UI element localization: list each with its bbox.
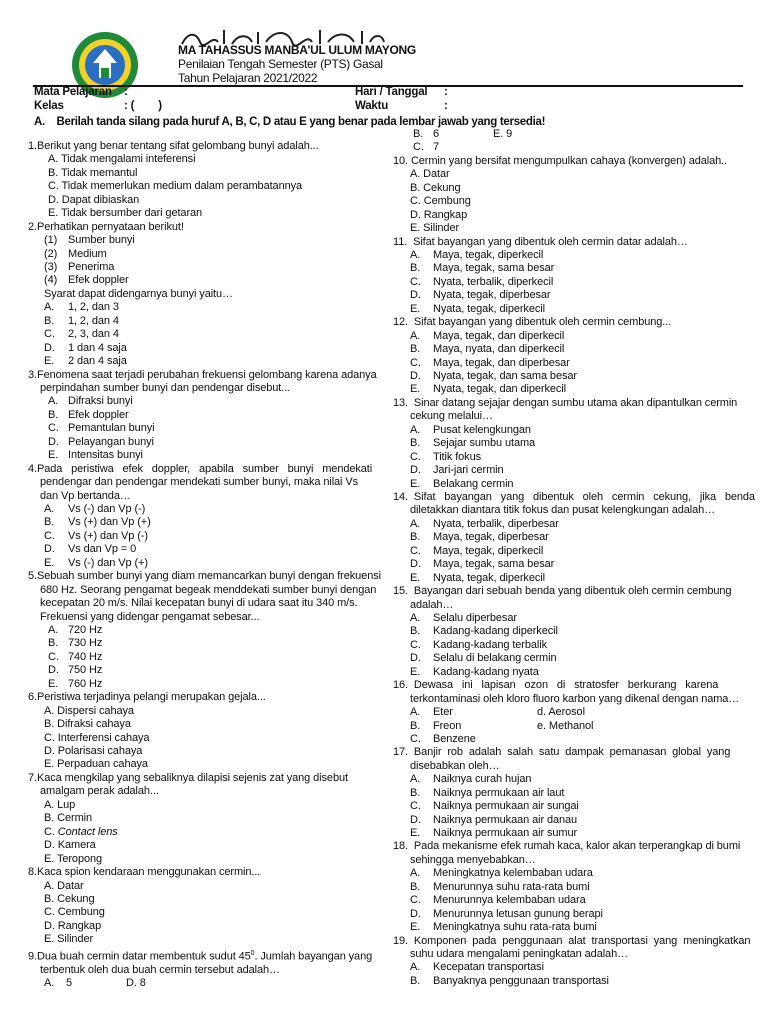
question-8: 8.Kaca spion kendaraan menggunakan cermin... [28,866,261,879]
option: C. Cembung [44,906,105,919]
option: E. Intensitas bunyi [48,449,143,462]
option: B. Cekung [410,181,461,194]
option: A. Pusat kelengkungan [410,423,531,436]
option: A. Dispersi cahaya [44,704,134,717]
question-9-cont: terbentuk oleh dua buah cermin tersebut adalah… [40,963,280,976]
option: B. Maya, tegak, sama besar [410,262,555,275]
question-3: 3.Fenomena saat terjadi perubahan frekuensi gelombang karena adanya [28,368,377,381]
day-date-value: : [444,86,448,98]
option: E. Belakang cermin [410,477,514,490]
option: B. Vs (+) dan Vp (+) [44,516,151,529]
question-18-cont: sehingga menyebabkan… [410,853,536,866]
option: B. Tidak memantul [48,166,138,179]
option: A. Meningkatnya kelembaban udara [410,867,593,880]
statement: (1) Sumber bunyi [44,234,135,247]
option: C. Menurunnya kelembaban udara [410,894,586,907]
question-9-options-row: B. 6 E. 9 [413,128,513,140]
question-15-options [393,612,738,679]
option: E. Silinder [410,222,460,235]
option: D. Kamera [44,839,96,852]
option: D. Naiknya permukaan air danau [410,813,578,826]
question-5-cont: Frekuensi yang didengar pengamat sebesar... [40,610,260,623]
option: A. Datar [44,879,84,892]
question-15: 15. Bayangan dari sebuah benda yang dibentuk oleh cermin cembung [393,585,732,598]
option: A. Selalu diperbesar [410,611,517,624]
statement: (3) Penerima [44,261,115,274]
option: D. Nyata, tegak, dan sama besar [410,370,577,382]
option: A. Difraksi bunyi [48,395,133,408]
question-10-options [393,168,738,235]
question-5: 5.Sebuah sumber bunyi yang diam memancarkan bunyi dengan frekuensi [28,570,381,583]
subject-value: : [124,86,128,98]
option: D. Polarisasi cahaya [44,745,143,758]
question-17-options [393,773,738,840]
statement: (4) Efek doppler [44,274,129,287]
right-column [393,128,755,988]
option-row: C. Benzene [410,732,476,745]
question-13: 13. Sinar datang sejajar dengan sumbu utama akan dipantulkan cermin [393,396,738,409]
option: E. Silinder [44,933,94,946]
question-13-cont: cekung melalui… [410,410,493,423]
option-row: B. Freon e. Methanol [410,719,594,732]
question-12: 12. Sifat bayangan yang dibentuk oleh cermin cembung... [393,316,672,329]
option: E. Kadang-kadang nyata [410,665,539,678]
option: A. Kecepatan transportasi [410,961,544,974]
option: C. Maya, tegak, diperkecil [410,544,544,557]
option: C. Cembung [410,195,471,208]
option: B. Menurunnya suhu rata-rata bumi [410,880,590,893]
question-12-options [393,330,738,397]
class-label: Kelas [34,100,64,112]
option: A. Maya, tegak, dan diperkecil [410,329,565,342]
option: B. Maya, nyata, dan diperkecil [410,343,565,356]
option: D. Dapat dibiaskan [48,193,140,206]
time-label: Waktu [355,100,389,112]
option: E. Teropong [44,852,103,865]
option: C. Kadang-kadang terbalik [410,638,547,651]
question-17-cont: disebabkan oleh… [410,759,500,772]
option: E. Vs (-) dan Vp (+) [44,556,148,569]
question-16-cont: terkontaminasi oleh kloro fluoro karbon yang dikenal dengan nama… [410,692,740,705]
question-4-options [28,503,368,570]
option: A. Vs (-) dan Vp (-) [44,503,146,516]
question-4: 4.Pada peristiwa efek doppler, apabila sumber bunyi mendekati [28,462,373,475]
option: B. Sejajar sumbu utama [410,437,536,450]
question-11: 11. Sifat bayangan yang dibentuk oleh cermin datar adalah… [393,235,688,248]
option: C. Naiknya permukaan air sungai [410,800,579,813]
option: B. Cermin [44,812,92,825]
question-2-statements [28,234,368,368]
question-3-cont: perpindahan sumber bunyi dan pendengar disebut... [40,382,291,395]
option: A. Lup [44,798,76,811]
option: D. Selalu di belakang cermin [410,652,557,665]
time-value: : [444,100,448,112]
option: A. Maya, tegak, diperkecil [410,249,544,262]
academic-year: Tahun Pelajaran 2021/2022 [178,71,318,85]
option: C. Maya, tegak, dan diperbesar [410,356,570,369]
option: B. Cekung [44,893,95,905]
question-8-options [28,880,368,947]
question-19-cont: suhu udara mengalami peningkatan adalah… [410,948,628,961]
option: D. Rangkap [44,919,102,932]
exam-title: Penilaian Tengah Semester (PTS) Gasal [178,57,383,71]
option: E. Meningkatnya suhu rata-rata bumi [410,921,597,934]
question-11-options [393,249,738,316]
option: B. Naiknya permukaan air laut [410,786,565,799]
question-18: 18. Pada mekanisme efek rumah kaca, kalor akan terperangkap di bumi [393,840,741,853]
option: E. Nyata, tegak, diperkecil [410,571,545,584]
option: B. Kadang-kadang diperkecil [410,625,558,638]
question-9: 9.Dua buah cermin datar membentuk sudut $45^0$. Jumlah bayangan yang [28,949,373,963]
question-2: 2.Perhatikan pernyataan berikut! [28,220,184,233]
question-7-options [28,799,368,866]
question-15-cont: adalah… [410,598,454,611]
question-16: 16. Dewasa ini lapisan ozon di stratosfer berkurang karena [393,679,719,692]
question-16-options [393,706,738,746]
subject-label: Mata Pelajaran [34,86,112,98]
question-2-prompt: Syarat dapat didengarnya bunyi yaitu… [44,287,233,300]
question-6-options [28,705,368,772]
question-10: 10. Cermin yang bersifat mengumpulkan cahaya (konvergen) adalah.. [393,154,728,167]
option: E. Nyata, tegak, dan diperkecil [410,383,566,396]
option: A. Naiknya curah hujan [410,773,532,786]
option: D. Rangkap [410,208,468,221]
option: B. Difraksi cahaya [44,718,131,731]
option-row: A. Eter d. Aerosol [410,706,585,719]
question-1: 1.Berikut yang benar tentang sifat gelombang bunyi adalah... [28,140,319,152]
question-4-cont: dan Vp bertanda… [40,489,131,502]
day-date-label: Hari / Tanggal [355,86,428,98]
degree-superscript: 0 [250,949,255,957]
option: D. Jari-jari cermin [410,464,504,477]
option: C. Pemantulan bunyi [48,422,155,435]
option: A. 1, 2, dan 3 [44,301,119,314]
question-9-options-row: A. 5 D. 8 [44,977,146,990]
option: A. Datar [410,168,450,181]
question-18-options [393,867,738,934]
option: C. 740 Hz [48,650,103,663]
option: E. Tidak bersumber dari getaran [48,207,203,220]
option: E. 2 dan 4 saja [44,355,127,368]
option: E. Naiknya permukaan air sumur [410,827,578,840]
class-value: : ( ) [124,100,162,112]
question-14-cont: diletakkan diantara titik fokus dan pusat kelengkungan adalah… [410,504,716,517]
option: C. Titik fokus [410,450,482,463]
question-7: 7.Kaca mengkilap yang sebaliknya dilapisi sejenis zat yang disebut [28,771,348,784]
question-5-options [28,624,368,691]
option: C. 2, 3, dan 4 [44,328,119,341]
option: E. 760 Hz [48,677,103,690]
option: B. Maya, tegak, diperbesar [410,531,549,544]
option: A. Nyata, terbalik, diperbesar [410,517,559,530]
option: B. 730 Hz [48,637,103,650]
question-5-cont: kecepatan 20 m/s. Nilai kecepatan bunyi di udara saat itu 340 m/s. [40,597,358,610]
question-19-options [393,961,738,988]
question-7-cont: amalgam perak adalah... [40,785,159,798]
question-1-options [28,153,368,220]
option: E. Perpaduan cahaya [44,758,148,771]
left-column [28,140,381,991]
question-3-options [28,395,368,462]
option: D. Menurunnya letusan gunung berapi [410,907,603,920]
option: A. Tidak mengalami inteferensi [48,153,196,166]
school-name: MA TAHASSUS MANBA'UL ULUM MAYONG [178,43,416,57]
option: C. Vs (+) dan Vp (-) [44,529,148,542]
question-9-options-row: C. 7 [413,141,440,154]
option: A. 720 Hz [48,624,103,637]
option: D. 1 dan 4 saja [44,341,127,354]
option: C. Tidak memerlukan medium dalam perambatannya [48,180,303,193]
option: C. Interferensi cahaya [44,731,150,744]
option: D. 750 Hz [48,664,103,677]
question-6: 6.Peristiwa terjadinya pelangi merupakan gejala... [28,691,266,704]
option: B. 1, 2, dan 4 [44,314,119,327]
instruction-text: A. Berilah tanda silang pada huruf A, B, C, D atau E yang benar pada lembar jawab yang tersedia! [34,116,546,128]
question-19: 19. Komponen pada penggunaan alat transportasi yang meningkatkan [393,934,751,947]
option: B. Efek doppler [48,408,129,421]
statement: (2) Medium [44,247,107,260]
option: D. Pelayangan bunyi [48,435,154,448]
option: D. Vs dan Vp = 0 [44,543,137,556]
question-4-cont: pendengar dan pendengar mendekati sumber bunyi, maka nilai Vs [40,476,358,489]
option: C. Contact lens [44,825,118,838]
question-17: 17. Banjir rob adalah salah satu dampak pemanasan global yang [393,746,731,759]
option: E. Nyata, tegak, diperkecil [410,302,545,315]
document-header [0,0,768,135]
option: D. Nyata, tegak, diperbesar [410,289,551,302]
option: C. Nyata, terbalik, diperkecil [410,275,554,288]
option: D. Maya, tegak, sama besar [410,558,555,571]
question-14-options [393,518,738,585]
option: B. Banyaknya penggunaan transportasi [410,974,609,987]
question-14: 14. Sifat bayangan yang dibentuk oleh cermin cekung, jika benda [393,490,755,503]
question-13-options [393,424,738,491]
question-5-cont: 680 Hz. Seorang pengamat begeak menddekati sumber bunyi dengan [40,583,377,596]
